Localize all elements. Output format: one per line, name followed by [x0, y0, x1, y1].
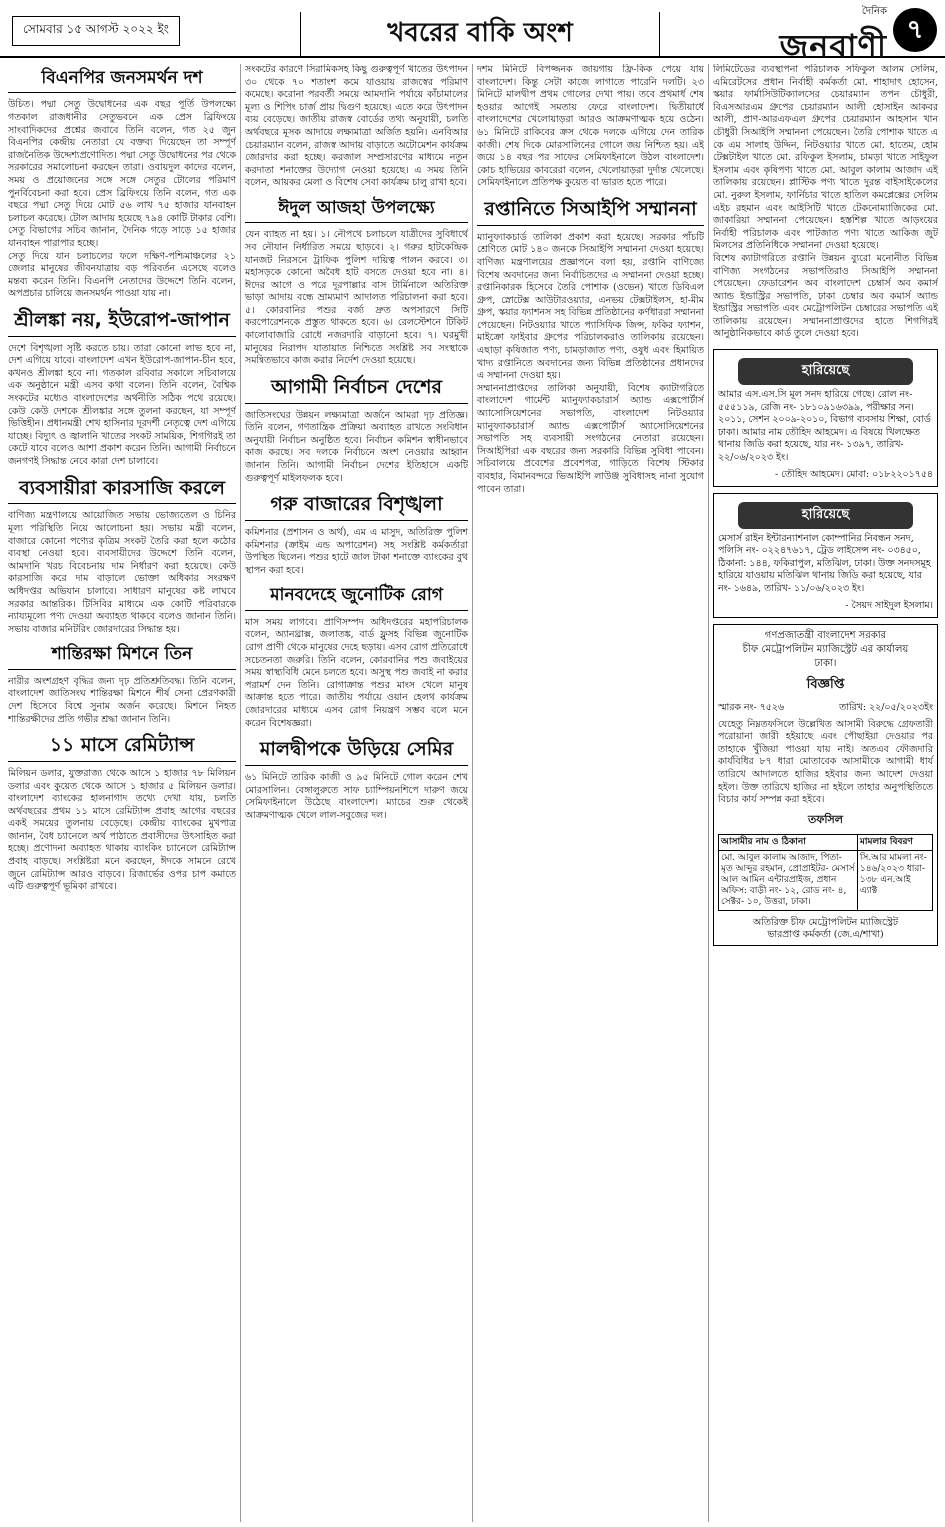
headline: রপ্তানিতে সিআইপি সম্মাননা	[477, 198, 704, 226]
story-body: যেন ব্যাহত না হয়। ১। নৌপথে চলাচলে যাত্রীদের সুবিধার্থে সব নৌযান নির্ধারিত সময়ে ছাড়বে। ২। গরুর হাটকেন্দ্রিক যানজট নিরসনে ট্রাফিক পুলিশ দায়িত্ব পালন করবে। ৩। মহাসড়কে কোনো অবৈধ হাট বসতে দেওয়া হবে না। ৪। ঈদের আগে ও পরে দূরপাল্লার বাস টার্মিনালে অতিরিক্ত ভাড়া আদায় বন্ধে ভ্রাম্যমাণ আদালত পরিচালনা করা হবে। ৫। কোরবানির পশুর বর্জ্য দ্রুত অপসারণে সিটি করপোরেশনকে প্রস্তুত থাকতে হবে। ৬। রেলস্টেশনে টিকিট কালোবাজারি রোধে নজরদারি বাড়ানো হবে। ৭। ঘরমুখী মানুষের নিরাপদ যাতায়াত নিশ্চিতে সংশ্লিষ্ট সব সংস্থাকে সমন্বিতভাবে কাজ করার নির্দেশ দেওয়া হয়েছে।	[245, 229, 468, 367]
notice-ref-row	[718, 700, 933, 715]
story-body: দেশে বিশৃঙ্খলা সৃষ্টি করতে চায়। তারা কোনো লাভ হবে না, দেশ এগিয়ে যাবে। বাংলাদেশ এখন ইউরোপ-জাপান-চীন হবে, কখনও শ্রীলঙ্কা হবে না। গতকাল রবিবার সকালে সচিবালয়ে এক অনুষ্ঠানে মন্ত্রী এসব কথা বলেন। তিনি বলেন, বৈশ্বিক সংকটের মধ্যেও বাংলাদেশের অর্থনীতি সঠিক পথে রয়েছে। কেউ কেউ দেশকে শ্রীলঙ্কার সঙ্গে তুলনা করছেন, যা সম্পূর্ণ ভিত্তিহীন। প্রধানমন্ত্রী শেখ হাসিনার দূরদর্শী নেতৃত্বে দেশ এগিয়ে যাচ্ছে। বিদ্যুৎ ও জ্বালানি খাতের সংকট সাময়িক, শিগগিরই তা কেটে যাবে বলেও আশা প্রকাশ করেন তিনি। আগামী নির্বাচনে জনগণই সিদ্ধান্ত নেবে কারা দেশ চালাবে।	[8, 342, 236, 468]
lost-notice-2	[713, 493, 938, 618]
table-row	[719, 850, 933, 910]
column-4	[708, 64, 938, 1522]
section-title: খবরের বাকি অংশ	[300, 12, 660, 56]
headline: শ্রীলঙ্কা নয়, ইউরোপ-জাপান	[8, 309, 236, 337]
story-remittance	[8, 734, 236, 894]
signer-title: অতিরিক্ত চীফ মেট্রোপলিটন ম্যাজিস্ট্রেট	[753, 916, 898, 928]
story-tax	[245, 64, 468, 190]
headline: আগামী নির্বাচন দেশের	[245, 376, 468, 404]
story-football	[477, 64, 704, 190]
notice-body: যেহেতু নিম্নতফসিলে উল্লেখিত আসামী বিরুদ্ধে গ্রেফতারী পরোয়ানা জারী হইয়াছে এবং পৌছাইয়া দেওয়ার পর তাহাকে খুঁজিয়া পাওয়া যায় নাই। অতএব ফৌজদারি কার্যবিধির ৮৭ ধারা মোতাবেক আসামীকে আগামী ধার্য তারিখে আদালতে হাজির হইবার জন্য আদেশ দেওয়া হইল। উক্ত তারিখে হাজির না হইলে তাহার অনুপস্থিতিতে বিচার কার্য সম্পন্ন করা হইবে।	[718, 718, 933, 806]
story-cattle	[245, 493, 468, 577]
logo-name: জনবাণী	[779, 27, 887, 65]
story-body: বিশেষ ক্যাটাগরিতে রপ্তানি উন্নয়ন ব্যুরো মনোনীত বিভিন্ন বাণিজ্য সংগঠনের সভাপতিরাও সিআইপি সম্মাননা পেয়েছেন। ফেডারেশন অব বাংলাদেশ চেম্বার্স অব কমার্স অ্যান্ড ইন্ডাস্ট্রির সভাপতি, ঢাকা চেম্বার অব কমার্স অ্যান্ড ইন্ডাস্ট্রির সভাপতি এবং মেট্রোপলিটন চেম্বারের সভাপতি এই তালিকায় রয়েছেন। সম্মাননাপ্রাপ্তদের হাতে শিগগিরই আনুষ্ঠানিকভাবে কার্ড তুলে দেওয়া হবে।	[713, 252, 938, 340]
notice-ref: স্মারক নং- ৭৫২৬	[718, 701, 785, 713]
story-body: মিলিয়ন ডলার, যুক্তরাজ্য থেকে আসে ১ হাজার ৭৮ মিলিয়ন ডলার এবং কুয়েত থেকে আসে ১ হাজার ৫ মিলিয়ন ডলার। বাংলাদেশ ব্যাংকের হালনাগাদ তথ্যে দেখা যায়, চলতি অর্থবছরের প্রথম ১১ মাসে রেমিট্যান্স প্রবাহ আগের বছরের একই সময়ের তুলনায় বেড়েছে। কেন্দ্রীয় ব্যাংকের মুখপাত্র জানান, বৈধ চ্যানেলে অর্থ পাঠাতে প্রবাসীদের উৎসাহিত করা হচ্ছে। প্রণোদনা অব্যাহত থাকায় ব্যাংকিং চ্যানেলে রেমিট্যান্স প্রবাহ বাড়ছে। সংশ্লিষ্টরা মনে করছেন, ঈদকে সামনে রেখে জুনে রেমিট্যান্স আরও বাড়বে। রিজার্ভের ওপর চাপ কমাতে এটি গুরুত্বপূর্ণ ভূমিকা রাখবে।	[8, 767, 236, 893]
story-maldives	[245, 738, 468, 822]
lost-body: মেসার্স রাইন ইন্টারন্যাশনাল কোম্পানির নিবন্ধন সনদ, পলিসি নং- ০২২৪৭৬১৭, ট্রেড লাইসেন্স নং- ০৩৪৫০, ঠিকানা: ১৪৪, ফকিরাপুল, মতিঝিল, ঢাকা। উক্ত সনদসমূহ হারিয়ে যাওয়ায় মতিঝিল থানায় জিডি করা হয়েছে, যার নং- ১৬৪৯, তারিখ- ১১/০৬/২০২৩ ইং।	[718, 532, 931, 594]
court-notice	[713, 624, 938, 946]
story-body: সংকটের কারণে সিরামিকসহ কিছু গুরুত্বপূর্ণ খাতের উৎপাদন ৩০ থেকে ৭০ শতাংশ কমে যাওয়ায় রাজস্বের পরিমাণ কমেছে। করোনা পরবর্তী সময়ে আমদানি পর্যায়ে কাঁচামালের মূল্য ও শিপিং চার্জ প্রায় দ্বিগুণ হয়েছে। এতে করে উৎপাদন ব্যয় বেড়েছে। জাতীয় রাজস্ব বোর্ডের তথ্য অনুযায়ী, চলতি অর্থবছরে মূসক আদায়ে লক্ষ্যমাত্রা অর্জিত হয়নি। এনবিআর চেয়ারম্যান বলেন, রাজস্ব আদায় বাড়াতে অটোমেশন কার্যক্রম জোরদার করা হচ্ছে। করজাল সম্প্রসারণের মাধ্যমে নতুন করদাতা শনাক্তের উদ্যোগ নেওয়া হয়েছে। এ সময় তিনি বলেন, আয়কর মেলা ও বিশেষ সেবা কার্যক্রম চালু রাখা হবে।	[245, 64, 468, 189]
story-srilanka	[8, 309, 236, 469]
lost-signature: - সৈয়দ সাইদুল ইসলাম।	[845, 599, 933, 611]
story-body: জাতিসংঘের উন্নয়ন লক্ষ্যমাত্রা অর্জনে আমরা দৃঢ় প্রতিজ্ঞ। তিনি বলেন, গণতান্ত্রিক প্রক্রিয়া অব্যাহত রাখতে সংবিধান অনুযায়ী নির্বাচন অনুষ্ঠিত হবে। নির্বাচন কমিশন স্বাধীনভাবে কাজ করছে। সব দলকে নির্বাচনে অংশ নেওয়ার আহ্বান জানান তিনি। আগামী নির্বাচন দেশের ইতিহাসে একটি গুরুত্বপূর্ণ মাইলফলক হবে।	[245, 409, 468, 484]
story-body: সম্মাননাপ্রাপ্তদের তালিকা অনুযায়ী, বিশেষ ক্যাটাগরিতে বাংলাদেশ গার্মেন্ট ম্যানুফ্যাকচারার্স অ্যান্ড এক্সপোর্টার্স অ্যাসোসিয়েশনের সভাপতি, বাংলাদেশ নিটওয়্যার ম্যানুফ্যাকচারার্স অ্যান্ড এক্সপোর্টার্স অ্যাসোসিয়েশনের সভাপতি সহ ব্যবসায়ী সংগঠনের নেতারা রয়েছেন। সিআইপিরা এক বছরের জন্য সরকারি বিভিন্ন সুবিধা পাবেন। সচিবালয়ে প্রবেশের প্রবেশপত্র, গাড়িতে বিশেষ স্টিকার ব্যবহার, বিমানবন্দরে ভিআইপি লাউঞ্জ সুবিধাসহ নানা সুযোগ পাবেন তারা।	[477, 382, 704, 495]
story-body: মাস সময় লাগবে। প্রাণিসম্পদ অধিদপ্তরের মহাপরিচালক বলেন, অ্যানথ্রাক্স, জলাতঙ্ক, বার্ড ফ্লুসহ বিভিন্ন জুনোটিক রোগ প্রাণী থেকে মানুষের দেহে ছড়ায়। এসব রোগ প্রতিরোধে সচেতনতা জরুরি। তিনি বলেন, কোরবানির পশু জবাইয়ের সময় স্বাস্থ্যবিধি মেনে চলতে হবে। অসুস্থ পশু জবাই না করার পরামর্শ দেন তিনি। রোগাক্রান্ত পশুর মাংস খেলে মানুষ আক্রান্ত হতে পারে। জাতীয় পর্যায়ে ওয়ান হেলথ কার্যক্রম জোরদারের মাধ্যমে এসব রোগ নিয়ন্ত্রণ সম্ভব বলে মনে করেন বিশেষজ্ঞরা।	[245, 616, 468, 729]
column-3	[472, 64, 704, 1522]
story-election	[245, 376, 468, 485]
story-body: ৬১ মিনিটে তারিক কাজী ও ৯৫ মিনিটে গোল করেন শেখ মোরসালিন। বেঙ্গালুরুতে সাফ চ্যাম্পিয়নশিপে দারুণ জয়ে সেমিফাইনালে উঠেছে বাংলাদেশ। ম্যাচের শুরু থেকেই আক্রমণাত্মক খেলে লাল-সবুজের দল।	[245, 771, 468, 821]
lost-notice-1	[713, 349, 938, 487]
story-body: কমিশনার (প্রশাসন ও অর্থ), এম এ মাসুদ, অতিরিক্ত পুলিশ কমিশনার (ক্রাইম এন্ড অপারেশন) সহ সংশ্লিষ্ট কর্মকর্তারা উপস্থিত ছিলেন। পশুর হাটে জাল টাকা শনাক্তে ব্যাংকের বুথ স্থাপন করা হবে।	[245, 527, 468, 576]
notice-title: বিজ্ঞপ্তি	[806, 676, 845, 692]
headline: গরু বাজারের বিশৃঙ্খলা	[245, 493, 468, 521]
page-number: ৭	[893, 8, 937, 52]
story-body: উচিত। পদ্মা সেতু উদ্বোধনের এক বছর পূর্তি উপলক্ষ্যে গতকাল রাজধানীর সেতুভবনে এক প্রেস ব্রিফিংয়ে সাংবাদিকদের প্রশ্নের জবাবে তিনি বলেন, গত ২৫ জুন বিএনপির কেন্দ্রীয় নেতারা যে বক্তব্য দিয়েছেন তা সম্পূর্ণ রাজনৈতিক উদ্দেশ্যপ্রণোদিত। পদ্মা সেতু উদ্বোধনের পর থেকে সরকারের সমালোচনা করছেন তারা। ওবায়দুল কাদের বলেন, সময় ও প্রয়োজনের সঙ্গে সঙ্গে সেতুর টোলের পরিমাণ পুনর্বিবেচনা করা হবে। প্রেস ব্রিফিংয়ে তিনি বলেন, গত এক বছরে পদ্মা সেতু দিয়ে মোট ৫৬ লাখ ৭৫ হাজার যানবাহন চলাচল করেছে। টোল আদায় হয়েছে ৭৯৪ কোটি টাকার বেশি। সেতু বিভাগের সচিব জানান, দৈনিক গড়ে সাড়ে ১৫ হাজার যানবাহন পারাপার হচ্ছে।	[8, 99, 236, 249]
story-body: বাণিজ্য মন্ত্রণালয়ে আয়োজিত সভায় ভোজ্যতেল ও চিনির মূল্য পরিস্থিতি নিয়ে আলোচনা হয়। সভায় মন্ত্রী বলেন, বাজারে কোনো পণ্যের কৃত্রিম সংকট তৈরি করা হলে কঠোর ব্যবস্থা নেওয়া হবে। ব্যবসায়ীদের উদ্দেশে তিনি বলেন, আমদানি খরচ বিবেচনায় দাম নির্ধারণ করা হয়েছে। কেউ কারসাজি করে দাম বাড়ালে ভোক্তা অধিকার সংরক্ষণ অধিদপ্তর অভিযান চালাবে। সাধারণ মানুষের কষ্ট লাঘবে সরকার আন্তরিক। টিসিবির মাধ্যমে এক কোটি পরিবারকে ন্যায্যমূল্যে পণ্য দেওয়া অব্যাহত থাকবে বলেও জানান তিনি। সভায় বাজার মনিটরিং জোরদারের সিদ্ধান্ত হয়।	[8, 510, 236, 635]
notice-date: তারিখ: ২২/০৫/২০২৩ইং	[839, 701, 933, 713]
headline: মালদ্বীপকে উড়িয়ে সেমির	[245, 738, 468, 766]
column-1	[8, 64, 236, 1522]
column-header: আসামীর নাম ও ঠিকানা	[719, 834, 858, 850]
lost-signature: - তৌহিদ আহমেদ। মোবা: ০১৮২২০১৭৫৪	[775, 468, 933, 480]
column-header: মামলার বিবরণ	[857, 834, 932, 850]
story-bnp	[8, 68, 236, 301]
table-header-row	[719, 834, 933, 850]
headline: ১১ মাসে রেমিট্যান্স	[8, 734, 236, 762]
headline: বিএনপির জনসমর্থন দশ	[8, 68, 236, 93]
column-2	[240, 64, 468, 1522]
lost-body: আমার এস.এস.সি মূল সনদ হারিয়ে গেছে। রোল নং- ৫৫৫১১৯, রেজি নং- ১৮১০৯১৬৩৯৯, পরীক্ষার সন। ২০১১, সেশন ২০০৯-২০১০, বিভাগ ব্যবসায় শিক্ষা, বোর্ড ঢাকা। আমার নাম তৌহিদ আহমেদ। এ বিষয়ে খিলক্ষেত থানায় জিডি করা হয়েছে, যার নং- ১৩৯৭, তারিখ- ২২/০৬/২০২৩ ইং।	[718, 389, 931, 464]
lost-title: হারিয়েছে	[738, 358, 913, 385]
story-body: লিমিটেডের ব্যবস্থাপনা পরিচালক সফিকুল আলম সেলিম, এমিরেটসের প্রধান নির্বাহী কর্মকর্তা মো. শাহাদাৎ হোসেন, স্কয়ার ফার্মাসিউটিক্যালসের চেয়ারম্যান তপন চৌধুরী, বিএসআরএম গ্রুপের চেয়ারম্যান আলী হোসাইন আকবর আলী, প্রাণ-আরএফএল গ্রুপের চেয়ারম্যান আহসান খান চৌধুরী সিআইপি সম্মাননা পেয়েছেন। তৈরি পোশাক খাতে এ কে এম সালাহ উদ্দিন, নিটওয়্যার খাতে মো. হাতেম, হোম টেক্সটাইল খাতে মো. রফিকুল ইসলাম, চামড়া খাতে সাইফুল ইসলাম এবং কৃষিপণ্য খাতে মো. আবুল কালাম আজাদ এই তালিকায় রয়েছেন। প্লাস্টিক পণ্য খাতে দুরন্ত বাইসাইকেলের মো. নুরুল ইসলাম, ফার্নিচার খাতে হাতিল কমপ্লেক্সের সেলিম এইচ রহমান এবং আইসিটি খাতে টেকনোম্যাজিকের মো. জাকারিয়া সম্মাননা পেয়েছেন। হস্তশিল্প খাতে আড়ংয়ের নির্বাহী পরিচালক এবং পাটজাত পণ্য খাতে আকিজ জুট মিলসের প্রতিনিধিকে সম্মাননা দেওয়া হয়েছে।	[713, 64, 938, 252]
headline: শান্তিরক্ষা মিশনে তিন	[8, 644, 236, 669]
lost-title: হারিয়েছে	[738, 502, 913, 529]
headline: ঈদুল আজহা উপলক্ষ্যে	[245, 198, 468, 223]
story-peacekeeping	[8, 644, 236, 726]
issue-date: সোমবার ১৫ আগস্ট ২০২২ ইং	[12, 16, 180, 46]
case-cell: সি.আর মামলা নং- ১৪৬/২০২৩ ধারা- ১৩৮ এন.আই এ্যাক্ট	[857, 850, 932, 910]
schedule-table	[718, 834, 933, 911]
story-zoonotic	[245, 585, 468, 730]
schedule-title: তফসিল	[808, 812, 843, 826]
notice-gov: গণপ্রজাতন্ত্রী বাংলাদেশ সরকার	[764, 629, 887, 641]
story-traders	[8, 477, 236, 637]
story-body: সেতু দিয়ে যান চলাচলের ফলে দক্ষিণ-পশ্চিমাঞ্চলের ২১ জেলার মানুষের জীবনযাত্রায় বড় পরিবর্তন এসেছে বলেও মন্তব্য করেন তিনি। বিএনপি নেতাদের উদ্দেশে তিনি বলেন, অপপ্রচার চালিয়ে জনসমর্থন পাওয়া যায় না।	[8, 250, 236, 300]
signer-subtitle: ভারপ্রাপ্ত কর্মকর্তা (জে.এ/শাখা)	[767, 928, 884, 940]
accused-cell: মো. আবুল কালাম আজাদ, পিতা- মৃত আব্দুর রহমান, প্রোপ্রাইটর- মেসার্স আল আমিন এন্টারপ্রাইজ, প্রধান অফিস: বাড়ী নং- ১২, রোড নং- ৪, সেক্টর- ১০, উত্তরা, ঢাকা।	[719, 850, 858, 910]
headline: ব্যবসায়ীরা কারসাজি করলে	[8, 477, 236, 505]
story-body: ম্যানুফ্যাকচার্ড তালিকা প্রকাশ করা হয়েছে। সরকার পাঁচটি শ্রেণিতে মোট ১৪০ জনকে সিআইপি সম্মাননা দেওয়া হয়েছে। বাণিজ্য মন্ত্রণালয়ের প্রজ্ঞাপনে বলা হয়, রপ্তানি বাণিজ্যে বিশেষ অবদানের জন্য নির্বাচিতদের এ সম্মাননা দেওয়া হচ্ছে। রপ্তানিকারক হিসেবে তৈরি পোশাক (ওভেন) খাতে ডিবিএল গ্রুপ, স্নোটেক্স আউটারওয়্যার, এনভয় টেক্সটাইলস, হা-মীম গ্রুপ, স্কয়ার ফ্যাশনস সহ বিভিন্ন প্রতিষ্ঠানের কর্ণধাররা সম্মাননা পেয়েছেন। নিটওয়্যার খাতে প্যাসিফিক জিন্স, ফকির ফ্যাশন, মাইক্রো ফাইবার গ্রুপের পরিচালকরাও তালিকায় রয়েছেন। এছাড়া কৃষিজাত পণ্য, চামড়াজাত পণ্য, ওষুধ এবং হিমায়িত খাদ্য রপ্তানিতে অবদানের জন্য বিভিন্ন প্রতিষ্ঠানের প্রধানদের এ সম্মাননা দেওয়া হয়।	[477, 231, 704, 382]
story-eid	[245, 198, 468, 368]
story-cip-continued	[713, 64, 938, 341]
headline: মানবদেহে জুনোটিক রোগ	[245, 585, 468, 610]
story-cip	[477, 198, 704, 496]
story-body: নারীর অংশগ্রহণ বৃদ্ধির জন্য দৃঢ় প্রতিশ্রুতিবদ্ধ। তিনি বলেন, বাংলাদেশ জাতিসংঘ শান্তিরক্ষা মিশনে শীর্ষ সেনা প্রেরণকারী দেশ হিসেবে বিশ্বে সুনাম অর্জন করেছে। মিশনে নিহত শান্তিরক্ষীদের প্রতি গভীর শ্রদ্ধা জানান তিনি।	[8, 675, 236, 725]
story-body: দশম মিনিটে বিপজ্জনক জায়গায় ফ্রি-কিক পেয়ে যায় বাংলাদেশ। কিন্তু সেটা কাজে লাগাতে পারেনি দলটি। ২৩ মিনিটে মালদ্বীপ প্রথম গোলের দেখা পায়। তবে প্রথমার্ধ শেষ হওয়ার আগেই সমতায় ফেরে বাংলাদেশ। দ্বিতীয়ার্ধে বাংলাদেশের খেলোয়াড়রা আরও আক্রমণাত্মক হয়ে ওঠেন। ৬১ মিনিটে রাকিবের ক্রস থেকে দলকে এগিয়ে দেন তারিক কাজী। শেষ দিকে মোরসালিনের গোলে জয় নিশ্চিত হয়। এই জয়ে ১৪ বছর পর সাফের সেমিফাইনালে উঠল বাংলাদেশ। কোচ হাভিয়ের কাবরেরা বলেন, খেলোয়াড়রা দুর্দান্ত খেলেছে। সেমিফাইনালে প্রতিপক্ষ কুয়েত বা ভারত হতে পারে।	[477, 64, 704, 189]
masthead	[0, 0, 945, 65]
notice-office: চীফ মেট্রোপলিটন ম্যাজিস্ট্রেট এর কার্যালয়	[742, 643, 909, 655]
notice-city: ঢাকা।	[814, 657, 837, 669]
logo-small: দৈনিক	[861, 6, 887, 17]
notice-signer	[718, 917, 933, 941]
